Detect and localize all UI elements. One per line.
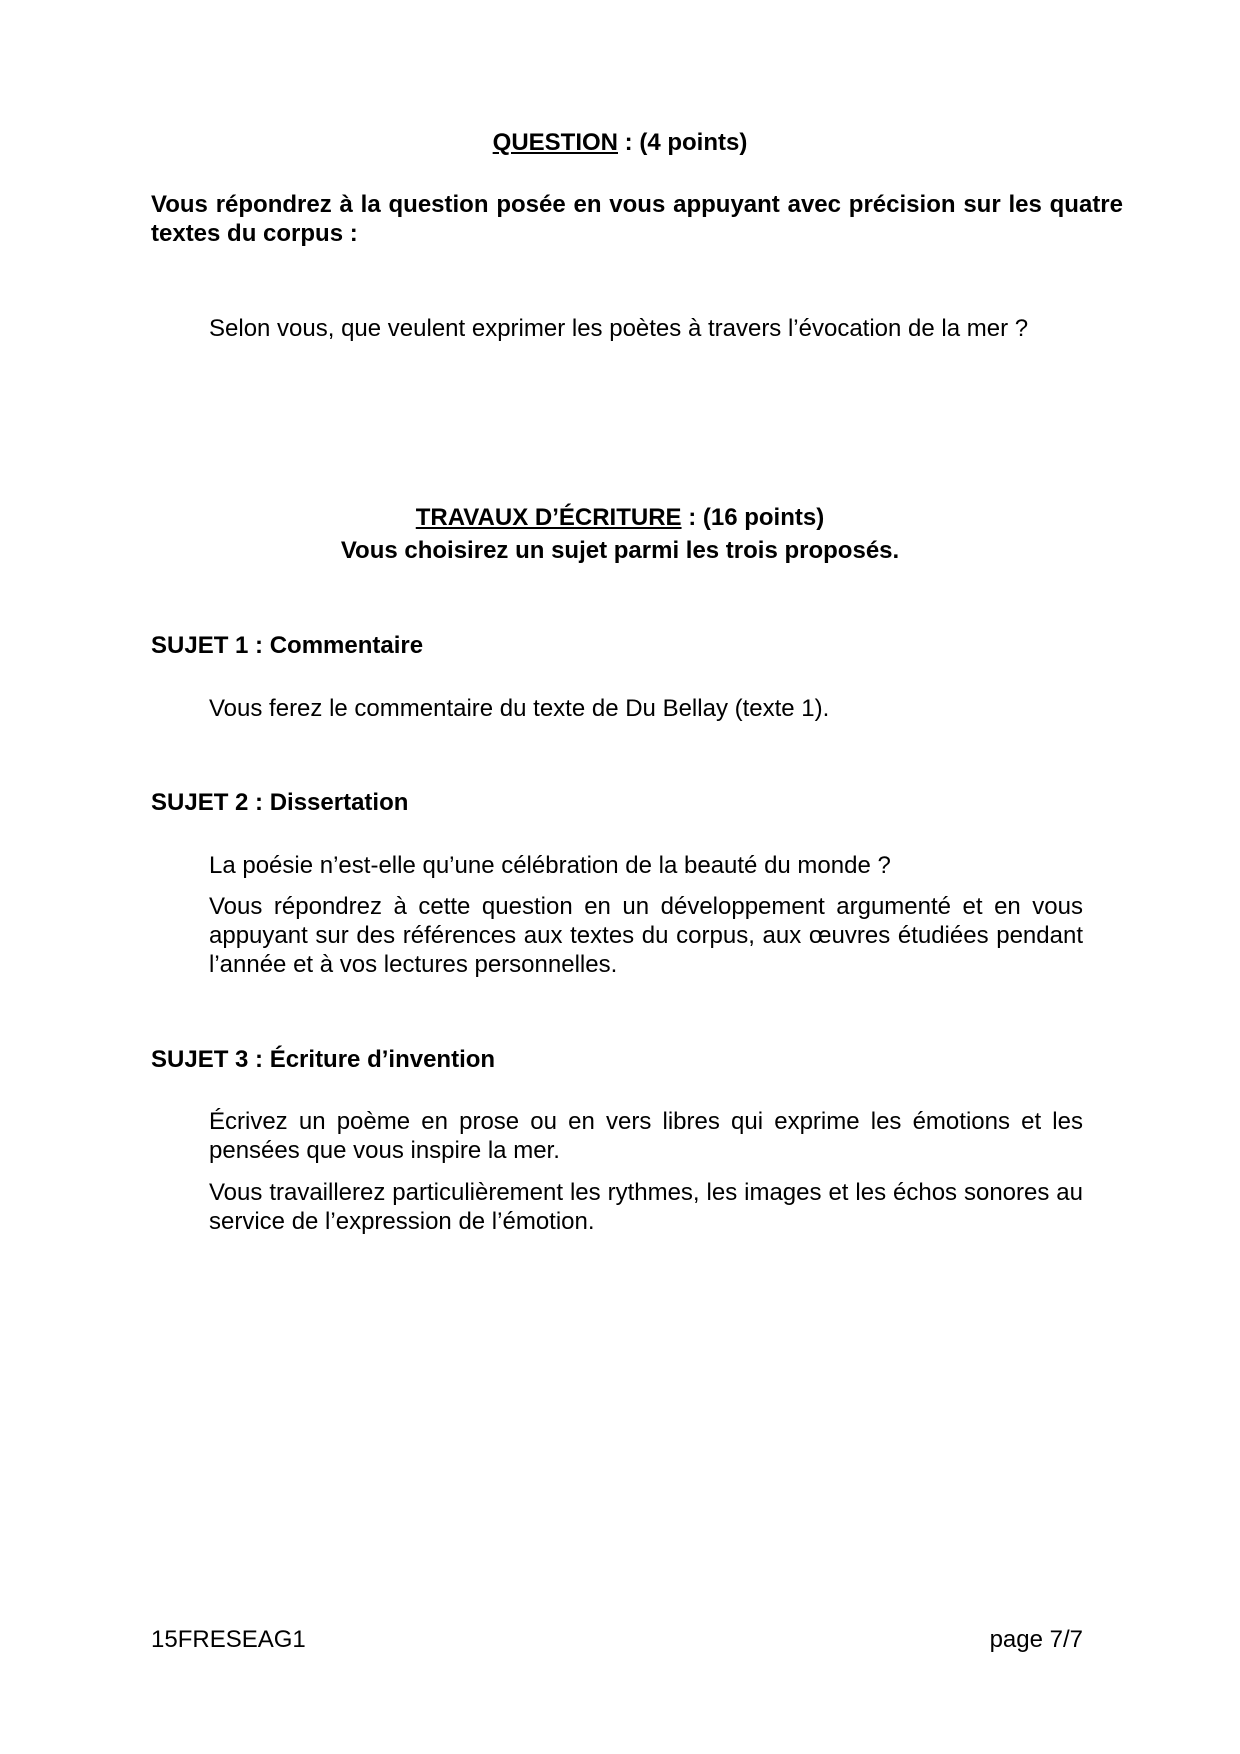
question-prompt: Selon vous, que veulent exprimer les poètes à travers l’évocation de la mer ?: [209, 315, 1029, 342]
writing-points: : (16 points): [681, 504, 825, 531]
footer-code: 15FRESEAG1: [151, 1626, 306, 1653]
subject-2-question: La poésie n’est-elle qu’une célébration de la beauté du monde ?: [209, 852, 891, 879]
writing-instruction: Vous choisirez un sujet parmi les trois proposés.: [340, 537, 900, 564]
subject-2-title: SUJET 2 : Dissertation: [151, 789, 409, 816]
question-instruction: Vous répondrez à la question posée en vous appuyant avec précision sur les quatre textes du corpus :: [151, 191, 1123, 247]
subject-3-prompt: Écrivez un poème en prose ou en vers libres qui exprime les émotions et les pensées que vous inspire la mer.: [209, 1108, 1083, 1164]
writing-heading-text: TRAVAUX D’ÉCRITURE: [415, 504, 682, 531]
subject-3-title: SUJET 3 : Écriture d’invention: [151, 1046, 496, 1073]
subject-1-text: Vous ferez le commentaire du texte de Du Bellay (texte 1).: [209, 695, 830, 722]
subject-3-instructions: Vous travaillerez particulièrement les rythmes, les images et les échos sonores au service de l’expression de l’émotion.: [209, 1179, 1083, 1235]
subject-2-instructions: Vous répondrez à cette question en un développement argumenté et en vous appuyant sur des références aux textes du corpus, aux œuvres étudiées pendant l’année et à vos lectures personnelles.: [209, 893, 1083, 978]
subject-1-title: SUJET 1 : Commentaire: [151, 632, 424, 659]
footer-page-number: page 7/7: [989, 1626, 1083, 1653]
writing-heading: [0, 503, 1240, 532]
question-heading-text: QUESTION: [492, 129, 618, 156]
question-heading: [0, 128, 1240, 157]
question-points: : (4 points): [618, 129, 748, 156]
